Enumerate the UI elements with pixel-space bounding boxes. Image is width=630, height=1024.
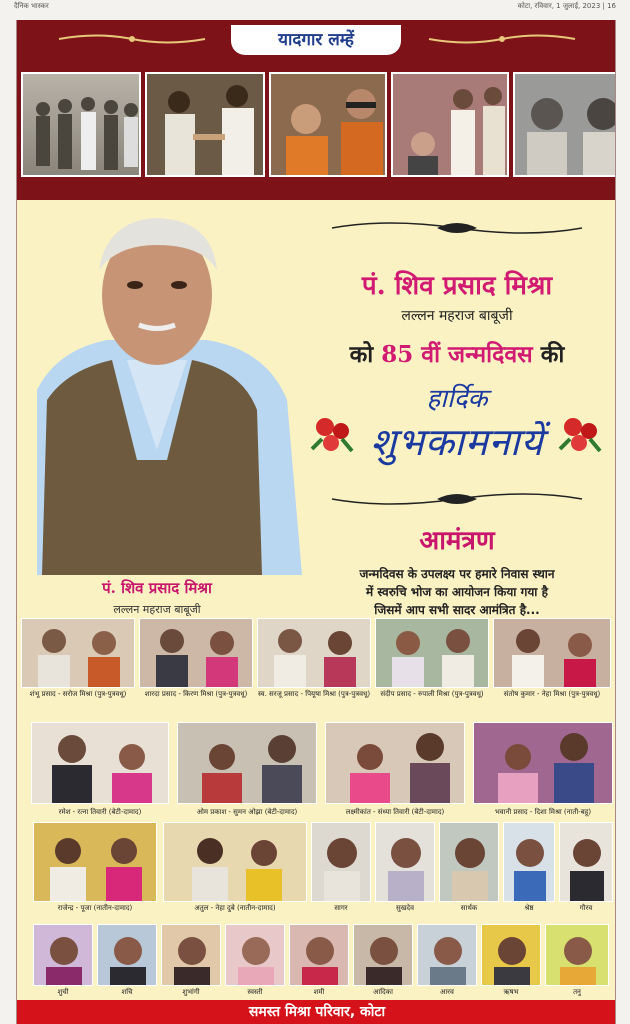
member-caption: संतोष कुमार - नेहा मिश्रा (पुत्र-पुत्रवधू) [503, 690, 601, 698]
family-member [289, 924, 349, 998]
memories-band [17, 20, 615, 200]
member-caption: अतुल - नेहा दुबे (नातीन-दामाद) [194, 904, 276, 912]
garland-photo-icon [271, 74, 387, 177]
member-photo [375, 822, 435, 902]
couple-photo [31, 722, 169, 804]
family-member [97, 924, 157, 998]
paper-date: कोटा, रविवार, 1 जुलाई, 2023 | 16 [517, 1, 616, 10]
family-member [257, 618, 371, 700]
family-member [353, 924, 413, 998]
member-caption: शंभू प्रसाद - सरोज मिश्रा (पुत्र-पुत्रवधू) [29, 690, 127, 698]
memory-photos [21, 72, 616, 177]
member-photo [353, 924, 413, 986]
family-member [33, 822, 157, 914]
member-caption: रमेश - रत्ना तिवारी (बेटी-दामाद) [58, 808, 142, 816]
family-member [33, 924, 93, 998]
birthday-line-c: की [540, 341, 565, 368]
banner-title: यादगार लम्हें [231, 25, 401, 55]
hero-portrait [17, 200, 302, 575]
member-caption: सुखदेव [395, 904, 415, 912]
invitation-line: जन्मदिवस के उपलक्ष्य पर हमारे निवास स्थान [359, 567, 555, 581]
member-caption: शारदा प्रसाद - किरण मिश्रा (पुत्र-पुत्रवधू) [144, 690, 248, 698]
bottom-ornament-icon [327, 489, 587, 509]
elderly-man-portrait-icon [17, 200, 302, 575]
family-member [503, 822, 555, 914]
couple-photo [163, 822, 307, 902]
member-caption: आदिका [373, 988, 393, 996]
caption-name: पं. शिव प्रसाद मिश्रा [102, 579, 212, 597]
greeting-word-1: हार्दिक [426, 384, 488, 414]
couple-photo [493, 618, 611, 688]
rose-bouquet-icon [307, 409, 359, 459]
member-caption: श्रेष्ठ [524, 904, 534, 912]
member-photo [481, 924, 541, 986]
member-caption: सार्थक [460, 904, 478, 912]
honoree-name: पं. शिव प्रसाद मिश्रा [361, 271, 553, 301]
couple-photo [21, 618, 135, 688]
top-ornament-icon [327, 218, 587, 238]
member-photo [225, 924, 285, 986]
couple-photo [473, 722, 613, 804]
member-photo [417, 924, 477, 986]
handshake-photo-icon [147, 74, 265, 177]
member-caption: शचि [121, 988, 133, 996]
greeting-calligraphy [307, 379, 607, 489]
family-member [31, 722, 169, 818]
member-caption: ओम प्रकाश - सुमन ओझा (बेटी-दामाद) [196, 808, 298, 816]
family-member [481, 924, 541, 998]
birthday-number: 85 वीं जन्मदिवस [381, 341, 533, 368]
member-photo [289, 924, 349, 986]
ceremony-photo-icon [393, 74, 509, 177]
invitation-line: में स्वरुचि भोज का आयोजन किया गया है [366, 585, 548, 599]
family-member [417, 924, 477, 998]
family-member [493, 618, 611, 700]
member-caption: आरव [440, 988, 454, 996]
couple-photo [177, 722, 317, 804]
family-member [439, 822, 499, 914]
member-photo [33, 924, 93, 986]
family-member [325, 722, 465, 818]
advertisement-page [16, 20, 616, 1024]
couple-photo [33, 822, 157, 902]
couple-photo [325, 722, 465, 804]
rose-bouquet-icon [555, 409, 607, 459]
greeting-block [307, 218, 607, 619]
member-photo [545, 924, 609, 986]
family-member [225, 924, 285, 998]
group-photo-icon [23, 74, 141, 177]
portrait-pair-icon [515, 74, 616, 177]
member-caption: गौरव [579, 904, 593, 912]
member-caption: शुची [57, 988, 69, 996]
memory-photo [513, 72, 616, 177]
family-member [559, 822, 613, 914]
invitation-line: जिसमें आप सभी सादर आमंत्रित है... [374, 603, 540, 617]
invitation-text [307, 565, 607, 619]
member-caption: तनु [573, 988, 581, 996]
couple-photo [257, 618, 371, 688]
memory-photo [391, 72, 509, 177]
member-caption: शुभांगी [182, 988, 200, 996]
memory-photo [21, 72, 141, 177]
family-member [375, 618, 489, 700]
hero-section [17, 200, 616, 620]
member-caption: शमी [313, 988, 325, 996]
family-member [163, 822, 307, 914]
member-photo [439, 822, 499, 902]
family-member [375, 822, 435, 914]
greeting-word-2: शुभकामनायें [370, 420, 544, 464]
family-member [177, 722, 317, 818]
member-caption: स्वस्ती [247, 988, 263, 996]
memory-photo [145, 72, 265, 177]
member-photo [503, 822, 555, 902]
ornament-left-icon [57, 32, 207, 46]
member-caption: संदीप प्रसाद - रुपाली मिश्रा (पुत्र-पुत्रवधू) [380, 690, 484, 698]
member-photo [161, 924, 221, 986]
caption-nickname: लल्लन महराज बाबूजी [113, 603, 201, 616]
family-member [139, 618, 253, 700]
member-caption: सागर [334, 904, 348, 912]
family-member [311, 822, 371, 914]
family-member [473, 722, 613, 818]
member-caption: लक्ष्मीकांत - संध्या तिवारी (बेटी-दामाद) [345, 808, 445, 816]
paper-name: दैनिक भास्कर [14, 1, 49, 10]
family-member [545, 924, 609, 998]
birthday-line-a: को [349, 341, 374, 368]
birthday-line [307, 337, 607, 369]
invitation-heading: आमंत्रण [419, 526, 495, 556]
family-member [21, 618, 135, 700]
member-caption: ऋषभ [503, 988, 519, 996]
member-caption: राजेन्द्र - पूजा (नातीन-दामाद) [57, 904, 133, 912]
member-photo [97, 924, 157, 986]
member-photo [311, 822, 371, 902]
hero-caption [17, 578, 297, 617]
ornament-right-icon [427, 32, 577, 46]
member-caption: भवानी प्रसाद - दिशा मिश्रा (नाती-बहू) [494, 808, 592, 816]
member-photo [559, 822, 613, 902]
memory-photo [269, 72, 387, 177]
couple-photo [139, 618, 253, 688]
member-caption: स्व. सरजू प्रसाद - पियूषा मिश्रा (पुत्र-पुत्रवधू) [257, 690, 371, 698]
honoree-nickname: लल्लन महराज बाबूजी [401, 308, 513, 324]
footer-banner: समस्त मिश्रा परिवार, कोटा [17, 1000, 616, 1024]
family-member [161, 924, 221, 998]
newspaper-header [0, 0, 630, 12]
couple-photo [375, 618, 489, 688]
